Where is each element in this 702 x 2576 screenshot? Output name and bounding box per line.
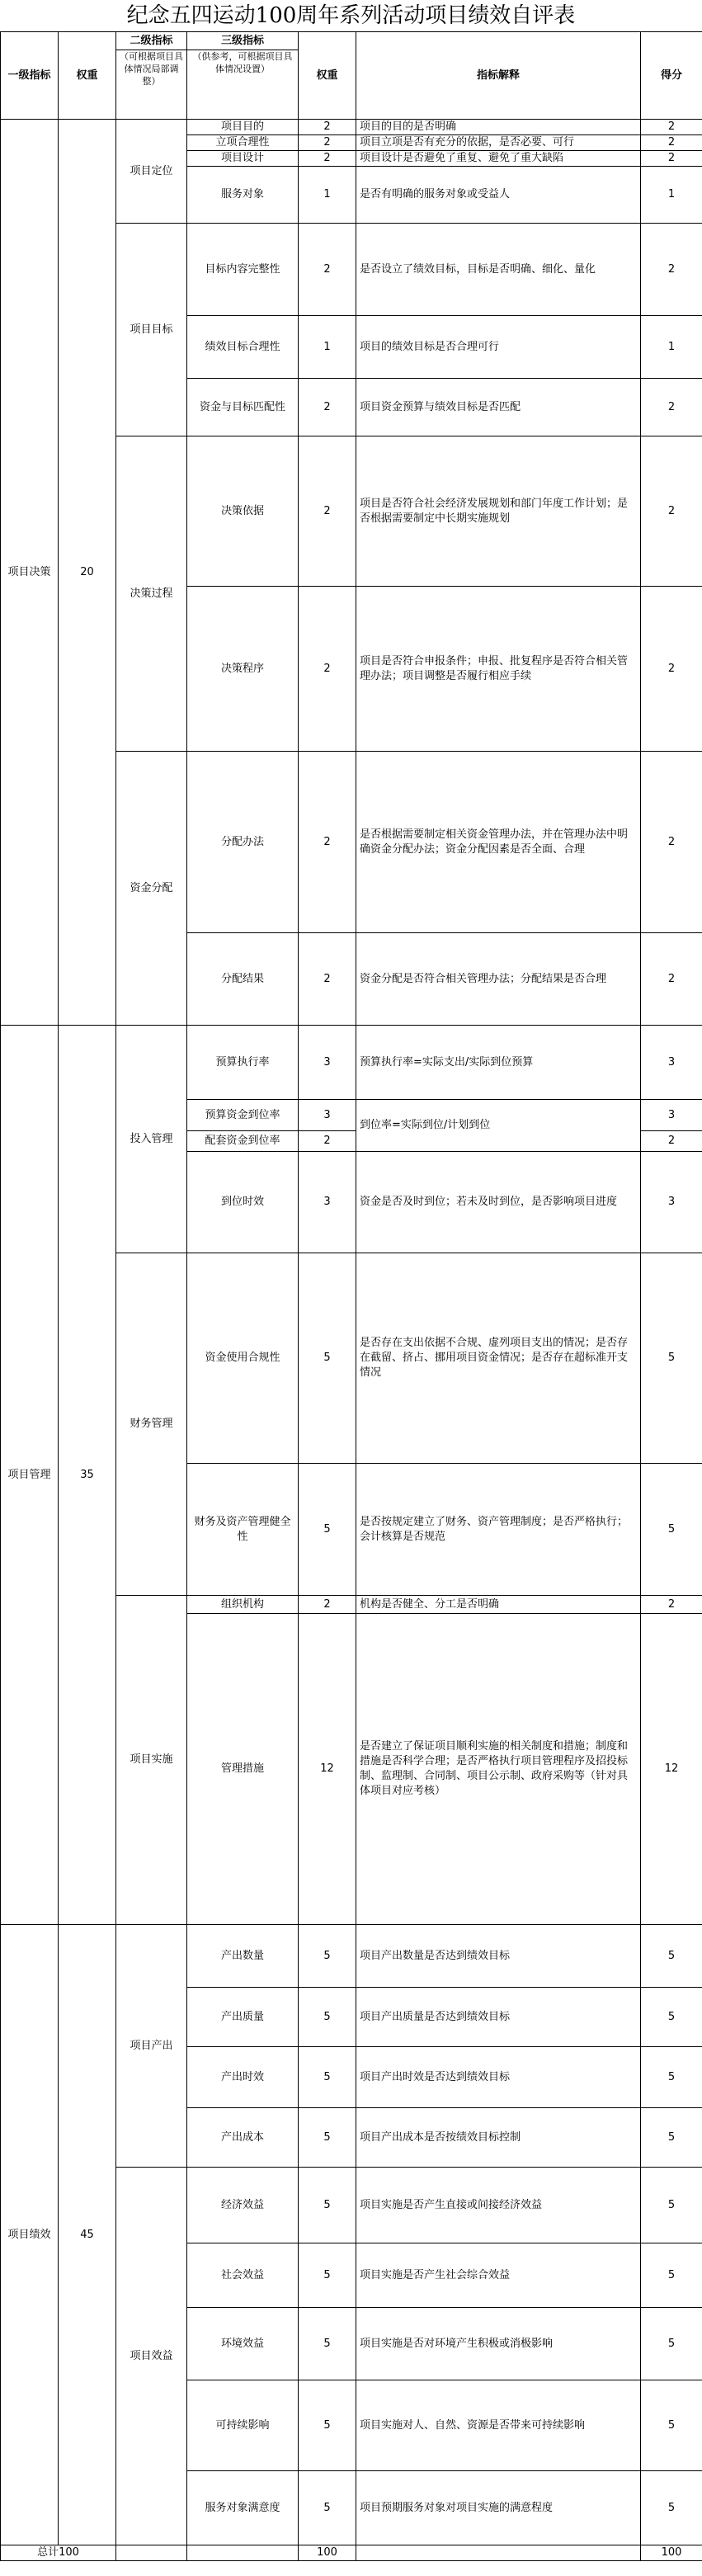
level2-cell: 项目目标 [116,224,187,436]
level3-cell: 项目设计 [187,151,299,167]
explain-cell: 是否存在支出依据不合规、虚列项目支出的情况；是否存在截留、挤占、挪用项目资金情况；是否存在超标准开支情况 [356,1253,641,1464]
score-cell: 2 [641,120,702,135]
weight3-cell: 2 [299,752,356,933]
score-cell: 5 [641,1988,702,2047]
score-cell: 5 [641,2471,702,2545]
explain-cell: 资金是否及时到位；若未及时到位，是否影响项目进度 [356,1152,641,1253]
level2-cell: 资金分配 [116,752,187,1026]
level3-cell: 目标内容完整性 [187,224,299,316]
score-cell: 2 [641,379,702,436]
level3-cell: 项目目的 [187,120,299,135]
weight1-cell: 20 [59,120,116,1026]
explain-cell: 项目资金预算与绩效目标是否匹配 [356,379,641,436]
score-cell: 2 [641,151,702,167]
level3-cell: 可持续影响 [187,2380,299,2471]
score-cell: 3 [641,1026,702,1100]
level3-cell: 立项合理性 [187,135,299,151]
level3-cell: 产出成本 [187,2108,299,2168]
weight3-cell: 2 [299,120,356,135]
level3-cell: 环境效益 [187,2308,299,2380]
explain-cell: 项目实施对人、自然、资源是否带来可持续影响 [356,2380,641,2471]
header-weight3: 权重 [299,32,356,120]
explain-cell: 是否按规定建立了财务、资产管理制度；是否严格执行；会计核算是否规范 [356,1464,641,1596]
score-cell: 5 [641,2243,702,2308]
weight3-cell: 5 [299,2471,356,2545]
weight3-cell: 5 [299,1253,356,1464]
explain-cell: 项目实施是否产生社会综合效益 [356,2243,641,2308]
header-explain: 指标解释 [356,32,641,120]
level3-cell: 经济效益 [187,2168,299,2243]
weight3-cell: 2 [299,933,356,1026]
weight3-cell: 1 [299,316,356,379]
level1-cell: 项目管理 [1,1026,59,1925]
level2-cell: 项目定位 [116,120,187,224]
score-cell: 2 [641,933,702,1026]
page-title: 纪念五四运动100周年系列活动项目绩效自评表 [126,3,576,28]
weight3-cell: 5 [299,1988,356,2047]
weight3-cell: 2 [299,135,356,151]
total-empty-cell [116,2545,187,2561]
explain-cell: 项目产出成本是否按绩效目标控制 [356,2108,641,2168]
weight3-cell: 5 [299,2108,356,2168]
level3-cell: 绩效目标合理性 [187,316,299,379]
level3-cell: 资金使用合规性 [187,1253,299,1464]
explain-cell: 机构是否健全、分工是否明确 [356,1596,641,1614]
total-empty-cell [356,2545,641,2561]
weight3-cell: 5 [299,2308,356,2380]
explain-cell: 项目产出时效是否达到绩效目标 [356,2047,641,2108]
weight3-cell: 1 [299,167,356,224]
explain-cell: 项目设计是否避免了重复、避免了重大缺陷 [356,151,641,167]
weight3-cell: 5 [299,2047,356,2108]
score-cell: 5 [641,2047,702,2108]
weight3-cell: 2 [299,436,356,587]
header-level1: 一级指标 [1,32,59,120]
weight3-cell: 5 [299,1464,356,1596]
level3-cell: 配套资金到位率 [187,1131,299,1152]
level2-cell: 决策过程 [116,436,187,752]
explain-cell: 是否建立了保证项目顺利实施的相关制度和措施；制度和措施是否科学合理；是否严格执行项目管理程序及招投标制、监理制、合同制、项目公示制、政府采购等（针对具体项目对应考核） [356,1614,641,1925]
score-cell: 5 [641,1925,702,1988]
score-cell: 5 [641,2308,702,2380]
header-level3: 三级指标 [187,32,299,50]
weight3-cell: 5 [299,2380,356,2471]
explain-cell: 项目产出数量是否达到绩效目标 [356,1925,641,1988]
level2-cell: 项目实施 [116,1596,187,1925]
header-level2: 二级指标 [116,32,187,50]
level3-cell: 社会效益 [187,2243,299,2308]
score-cell: 1 [641,167,702,224]
weight3-cell: 3 [299,1100,356,1131]
weight3-cell: 12 [299,1614,356,1925]
level2-cell: 投入管理 [116,1026,187,1253]
table-row [1,1925,702,1988]
weight1-cell: 35 [59,1026,116,1925]
level3-cell: 分配办法 [187,752,299,933]
weight3-cell: 5 [299,2168,356,2243]
weight3-cell: 2 [299,1131,356,1152]
score-cell: 1 [641,316,702,379]
total-label: 总计100 [1,2545,116,2561]
level3-cell: 决策程序 [187,587,299,752]
score-cell: 5 [641,2380,702,2471]
level3-cell: 产出数量 [187,1925,299,1988]
level3-cell: 管理措施 [187,1614,299,1925]
level3-cell: 分配结果 [187,933,299,1026]
explain-cell: 项目的绩效目标是否合理可行 [356,316,641,379]
explain-cell: 到位率=实际到位/计划到位 [356,1100,641,1152]
score-cell: 2 [641,587,702,752]
header-weight1: 权重 [59,32,116,120]
weight3-cell: 3 [299,1152,356,1253]
level3-cell: 服务对象 [187,167,299,224]
score-cell: 2 [641,752,702,933]
level3-cell: 服务对象满意度 [187,2471,299,2545]
explain-cell: 是否设立了绩效目标，目标是否明确、细化、量化 [356,224,641,316]
level3-cell: 到位时效 [187,1152,299,1253]
weight3-cell: 2 [299,151,356,167]
explain-cell: 资金分配是否符合相关管理办法；分配结果是否合理 [356,933,641,1026]
score-cell: 5 [641,1464,702,1596]
total-empty-cell [187,2545,299,2561]
header-row [1,32,702,50]
level3-cell: 财务及资产管理健全性 [187,1464,299,1596]
header-level2-note: （可根据项目具体情况局部调整） [116,50,187,120]
weight3-cell: 2 [299,1596,356,1614]
explain-cell: 是否根据需要制定相关资金管理办法，并在管理办法中明确资金分配办法；资金分配因素是否全面、合理 [356,752,641,933]
level2-cell: 财务管理 [116,1253,187,1596]
explain-cell: 项目预期服务对象对项目实施的满意程度 [356,2471,641,2545]
score-cell: 5 [641,2108,702,2168]
weight3-cell: 5 [299,1925,356,1988]
explain-cell: 项目是否符合申报条件；申报、批复程序是否符合相关管理办法；项目调整是否履行相应手续 [356,587,641,752]
score-cell: 2 [641,1596,702,1614]
table-row [1,120,702,135]
weight3-cell: 2 [299,379,356,436]
level3-cell: 决策依据 [187,436,299,587]
weight3-cell: 3 [299,1026,356,1100]
level3-cell: 组织机构 [187,1596,299,1614]
total-score: 100 [641,2545,702,2561]
score-cell: 3 [641,1152,702,1253]
header-level3-note: （供参考，可根据项目具体情况设置） [187,50,299,120]
level3-cell: 产出时效 [187,2047,299,2108]
level2-cell: 项目效益 [116,2168,187,2545]
score-cell: 2 [641,436,702,587]
explain-cell: 项目立项是否有充分的依据，是否必要、可行 [356,135,641,151]
level2-cell: 项目产出 [116,1925,187,2168]
explain-cell: 是否有明确的服务对象或受益人 [356,167,641,224]
score-cell: 3 [641,1100,702,1131]
score-cell: 2 [641,1131,702,1152]
level3-cell: 产出质量 [187,1988,299,2047]
explain-cell: 项目产出质量是否达到绩效目标 [356,1988,641,2047]
total-row [1,2545,702,2561]
total-weight: 100 [299,2545,356,2561]
explain-cell: 项目实施是否产生直接或间接经济效益 [356,2168,641,2243]
score-cell: 5 [641,1253,702,1464]
score-cell: 2 [641,224,702,316]
score-cell: 5 [641,2168,702,2243]
level1-cell: 项目绩效 [1,1925,59,2545]
explain-cell: 项目实施是否对环境产生积极或消极影响 [356,2308,641,2380]
weight3-cell: 5 [299,2243,356,2308]
explain-cell: 项目的目的是否明确 [356,120,641,135]
weight3-cell: 2 [299,224,356,316]
weight3-cell: 2 [299,587,356,752]
explain-cell: 项目是否符合社会经济发展规划和部门年度工作计划；是否根据需要制定中长期实施规划 [356,436,641,587]
table-row [1,1026,702,1100]
explain-cell: 预算执行率=实际支出/实际到位预算 [356,1026,641,1100]
level3-cell: 预算资金到位率 [187,1100,299,1131]
level3-cell: 预算执行率 [187,1026,299,1100]
performance-table [0,31,702,2561]
weight1-cell: 45 [59,1925,116,2545]
header-score: 得分 [641,32,702,120]
score-cell: 2 [641,135,702,151]
level3-cell: 资金与目标匹配性 [187,379,299,436]
score-cell: 12 [641,1614,702,1925]
level1-cell: 项目决策 [1,120,59,1026]
